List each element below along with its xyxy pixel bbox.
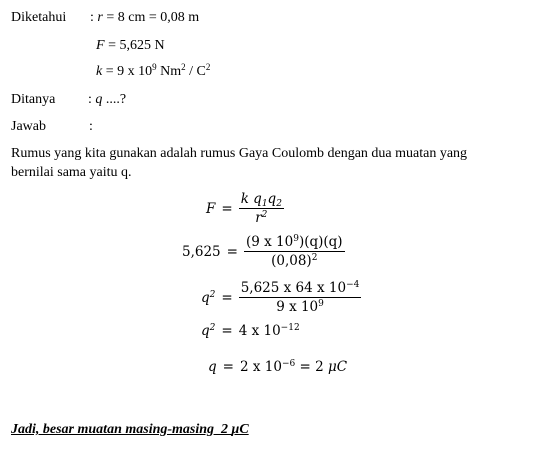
equation-q-squared-result bbox=[201, 323, 300, 339]
asked-separator: : bbox=[88, 92, 92, 107]
equation-q-result bbox=[208, 359, 347, 375]
eq1-lhs: F bbox=[206, 200, 216, 217]
eq1-equals: = bbox=[221, 200, 233, 217]
equation-q-squared-fraction bbox=[201, 279, 361, 316]
given-r-var: r bbox=[97, 10, 103, 25]
eq1-denominator: $r^2$ bbox=[255, 210, 268, 226]
asked-var: q bbox=[95, 92, 103, 107]
eq3-fraction bbox=[239, 279, 362, 316]
eq5-equals: = bbox=[222, 359, 234, 375]
equation-substitution bbox=[182, 233, 345, 270]
eq3-lhs: $q^2$ bbox=[201, 289, 216, 306]
equation-coulomb bbox=[206, 190, 284, 227]
eq4-rhs: 4 x $10^{-12}$ bbox=[238, 323, 300, 339]
eq2-fraction bbox=[244, 233, 345, 270]
eq1-fraction bbox=[239, 190, 284, 227]
eq2-equals: = bbox=[226, 243, 238, 260]
eq5-rhs: 2 x $10^{-6} = 2$ μC bbox=[239, 359, 348, 375]
given-f-line bbox=[96, 38, 165, 54]
given-k-exp: 9 bbox=[152, 62, 157, 72]
eq2-lhs: 5,625 bbox=[182, 243, 221, 260]
given-label: Diketahui bbox=[11, 10, 67, 25]
given-k-unit: Nm bbox=[156, 64, 182, 79]
given-separator: : bbox=[90, 10, 94, 25]
given-k-unit2: / C bbox=[185, 64, 206, 79]
eq2-numerator: (9 x $10^9)(q)(q)$ bbox=[245, 234, 343, 250]
eq4-equals: = bbox=[221, 323, 233, 339]
given-k-value: = 9 x 10 bbox=[102, 64, 153, 79]
paragraph-line-1: Rumus yang kita gunakan adalah rumus Gaya Coulomb dengan dua muatan yang bbox=[11, 146, 468, 161]
conclusion-unit: μC bbox=[231, 422, 249, 437]
given-r-value: = 8 cm = 0,08 m bbox=[102, 10, 200, 25]
eq5-lhs: q bbox=[208, 359, 217, 375]
conclusion-text: Jadi, besar muatan masing-masing 2 bbox=[11, 422, 232, 437]
eq1-numerator: k $q_1q_2$ bbox=[240, 191, 282, 209]
given-k-var: k bbox=[96, 64, 103, 79]
eq2-denominator: $(0,08)^2$ bbox=[271, 253, 318, 269]
asked-label: Ditanya bbox=[11, 92, 56, 107]
asked-rest: ....? bbox=[102, 92, 127, 107]
given-f-value: = 5,625 N bbox=[104, 38, 165, 53]
given-f-var: F bbox=[96, 38, 105, 53]
given-k-exp2: 2 bbox=[181, 62, 186, 72]
given-k-exp3: 2 bbox=[205, 62, 211, 72]
answer-separator: : bbox=[89, 119, 93, 134]
given-k-line bbox=[96, 64, 210, 80]
asked-line bbox=[88, 92, 126, 108]
eq3-denominator: 9 x $10^9$ bbox=[276, 299, 324, 315]
given-r-line bbox=[90, 10, 199, 26]
eq3-numerator: 5,625 x 64 x $10^{-4}$ bbox=[240, 280, 360, 296]
answer-label: Jawab bbox=[11, 119, 46, 134]
conclusion bbox=[11, 422, 249, 438]
eq4-lhs: $q^2$ bbox=[201, 323, 216, 339]
paragraph-line-2: bernilai sama yaitu q. bbox=[11, 165, 132, 180]
eq3-equals: = bbox=[221, 289, 233, 306]
